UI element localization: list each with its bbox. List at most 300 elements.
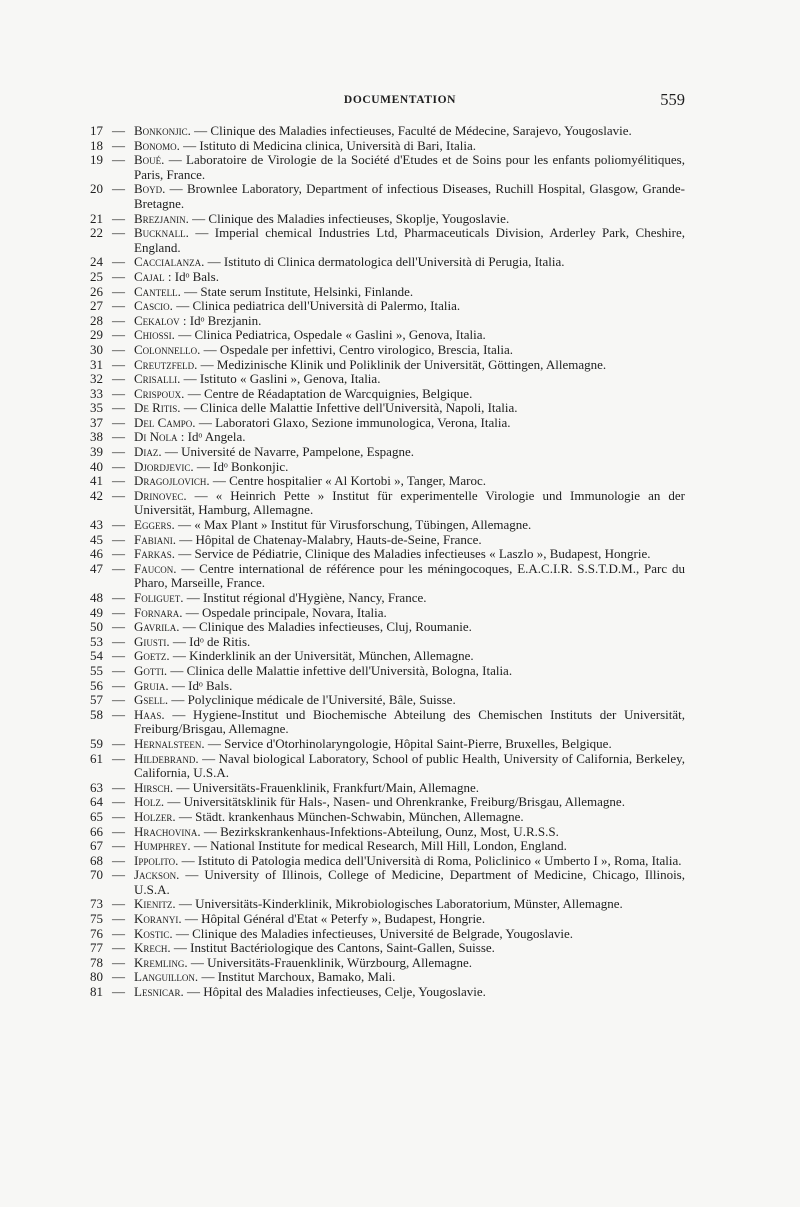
entry-text: — Ospedale principale, Novara, Italia. <box>182 604 387 620</box>
entry-name: Gotti. <box>134 662 168 678</box>
list-item <box>82 533 685 548</box>
entry-text: — Universitäts-Frauenklinik, Würzbourg, Allemagne. <box>187 954 473 970</box>
entry-name: Creutzfeld. <box>134 356 198 372</box>
entry-text: — Hôpital Général d'Etat « Peterfy », Budapest, Hongrie. <box>181 911 486 927</box>
entry-dash: — <box>112 662 125 678</box>
list-item <box>82 255 685 270</box>
entry-text: — Bezirkskrankenhaus-Infektions-Abteilung, Ounz, Most, U.R.S.S. <box>200 823 559 839</box>
list-item <box>82 139 685 154</box>
entry-number: 73 <box>90 896 103 912</box>
entry-dash: — <box>112 517 125 533</box>
entry-text: — Universitätsklinik für Hals-, Nasen- und Ohrenkranke, Freiburg/Brisgau, Allemagne. <box>164 794 625 810</box>
list-item <box>82 212 685 227</box>
entry-text: — Institut Bactériologique des Cantons, Saint-Gallen, Suisse. <box>170 940 495 956</box>
entry-text: — Centre de Réadaptation de Warcquignies, Belgique. <box>184 385 473 401</box>
entry-dash: — <box>112 137 125 153</box>
entry-text: — Städt. krankenhaus München-Schwabin, München, Allemagne. <box>175 808 524 824</box>
list-item <box>82 839 685 854</box>
page-header <box>115 92 685 112</box>
entry-dash: — <box>112 225 125 241</box>
entry-body <box>134 358 685 373</box>
entry-name: Bucknall. <box>134 225 189 241</box>
entry-name: Farkas. <box>134 546 175 562</box>
entry-name: Kostic. <box>134 925 173 941</box>
entry-number: 81 <box>90 984 103 1000</box>
entry-dash: — <box>112 371 125 387</box>
entry-body <box>134 285 685 300</box>
list-item <box>82 547 685 562</box>
entry-number: 70 <box>90 867 103 883</box>
entry-body <box>134 343 685 358</box>
entry-number: 35 <box>90 400 103 416</box>
entry-number: 17 <box>90 123 103 138</box>
list-item <box>82 372 685 387</box>
entry-number: 22 <box>90 225 103 241</box>
entry-dash: — <box>112 473 125 489</box>
list-item <box>82 358 685 373</box>
entry-text: — Ospedale per infettivi, Centro virologico, Brescia, Italia. <box>200 341 514 357</box>
entry-dash: — <box>112 123 125 138</box>
entry-number: 30 <box>90 341 103 357</box>
entry-number: 65 <box>90 808 103 824</box>
entry-name: Gavrila. <box>134 619 180 635</box>
entry-dash: — <box>112 444 125 460</box>
entry-name: Del Campo. <box>134 414 196 430</box>
list-item <box>82 795 685 810</box>
entry-text: — Clinique des Maladies infectieuses, Cluj, Roumanie. <box>179 619 472 635</box>
entry-number: 66 <box>90 823 103 839</box>
list-item <box>82 226 685 255</box>
entry-name: Faucon. <box>134 560 177 576</box>
entry-number: 20 <box>90 181 103 197</box>
entry-number: 24 <box>90 254 103 270</box>
entry-dash: — <box>112 546 125 562</box>
list-item <box>82 664 685 679</box>
entry-text: — Hôpital de Chatenay-Malabry, Hauts-de-Seine, France. <box>175 531 482 547</box>
entry-number: 18 <box>90 137 103 153</box>
entry-number: 26 <box>90 283 103 299</box>
entry-name: Hirsch. <box>134 779 174 795</box>
entry-body <box>134 387 685 402</box>
entry-body <box>134 372 685 387</box>
entry-number: 77 <box>90 940 103 956</box>
entry-name: Cajal <box>134 268 165 284</box>
entry-text: — Universitäts-Kinderklinik, Mikrobiologisches Laboratorium, Münster, Allemagne. <box>175 896 623 912</box>
entry-name: Crisalli. <box>134 371 181 387</box>
entry-body <box>134 314 685 329</box>
entry-dash: — <box>112 852 125 868</box>
entry-dash: — <box>112 283 125 299</box>
entry-number: 27 <box>90 298 103 314</box>
entry-dash: — <box>112 152 125 168</box>
list-item <box>82 810 685 825</box>
entry-dash: — <box>112 677 125 693</box>
entry-text: — Polyclinique médicale de l'Université, Bâle, Suisse. <box>168 692 456 708</box>
entry-dash: — <box>112 268 125 284</box>
entry-number: 57 <box>90 692 103 708</box>
list-item <box>82 314 685 329</box>
entry-dash: — <box>112 925 125 941</box>
entry-text: — Institut Marchoux, Bamako, Mali. <box>198 969 396 985</box>
list-item <box>82 693 685 708</box>
entry-name: Haas. <box>134 706 165 722</box>
entry-dash: — <box>112 298 125 314</box>
entry-text: — Clinique des Maladies infectieuses, Skoplje, Yougoslavie. <box>188 210 510 226</box>
entry-number: 68 <box>90 852 103 868</box>
entry-text: — Service d'Otorhinolaryngologie, Hôpital Saint-Pierre, Bruxelles, Belgique. <box>204 735 612 751</box>
entry-text: — « Heinrich Pette » Institut für experimentelle Virologie und Immunologie an der Universität, Hamburg, Allemagne. <box>134 487 685 518</box>
list-item <box>82 518 685 533</box>
entry-dash: — <box>112 648 125 664</box>
list-item <box>82 620 685 635</box>
entry-text: — Clinique des Maladies infectieuses, Université de Belgrade, Yougoslavie. <box>172 925 574 941</box>
entry-name: Boué. <box>134 152 165 168</box>
entry-dash: — <box>112 312 125 328</box>
entry-body <box>134 737 685 752</box>
entry-name: Gruia. <box>134 677 169 693</box>
entry-text: — State serum Institute, Helsinki, Finlande. <box>180 283 414 299</box>
entry-text: — Université de Navarre, Pampelone, Espagne. <box>161 444 414 460</box>
entry-name: Koranyi. <box>134 911 182 927</box>
entry-body <box>134 445 685 460</box>
entry-name: Kremling. <box>134 954 188 970</box>
entry-text: — University of Illinois, College of Medicine, Department of Medicine, Chicago, Illinois, U.S.A. <box>134 867 685 897</box>
list-item <box>82 285 685 300</box>
entry-body <box>134 460 685 475</box>
entry-dash: — <box>112 823 125 839</box>
entry-text: — Clinica delle Malattie infettive dell'Università, Bologna, Italia. <box>167 662 513 678</box>
entry-name: Chiossi. <box>134 327 175 343</box>
entry-name: Holz. <box>134 794 165 810</box>
entry-text: : Idᵒ Brezjanin. <box>179 312 262 328</box>
entry-name: Kienitz. <box>134 896 176 912</box>
entry-name: Hildebrand. <box>134 750 199 766</box>
entry-dash: — <box>112 735 125 751</box>
entry-text: — Clinica pediatrica dell'Università di Palermo, Italia. <box>172 298 461 314</box>
entry-text: — Istituto di Clinica dermatologica dell'Università di Perugia, Italia. <box>204 254 565 270</box>
entry-number: 31 <box>90 356 103 372</box>
entry-body <box>134 547 685 562</box>
list-item <box>82 868 685 897</box>
entry-number: 54 <box>90 648 103 664</box>
entry-text: — Idᵒ Bonkonjic. <box>193 458 289 474</box>
entry-number: 28 <box>90 312 103 328</box>
entry-number: 56 <box>90 677 103 693</box>
entry-body <box>134 897 685 912</box>
entry-name: Cantell. <box>134 283 181 299</box>
entry-body <box>134 649 685 664</box>
entry-dash: — <box>112 385 125 401</box>
entry-dash: — <box>112 487 125 503</box>
entry-text: — Laboratoire de Virologie de la Société d'Etudes et de Soins pour les enfants poliomyélitiques, Paris, France. <box>134 152 685 182</box>
entry-body <box>134 474 685 489</box>
entry-body <box>134 781 685 796</box>
list-item <box>82 401 685 416</box>
entry-body <box>134 825 685 840</box>
entry-body <box>134 606 685 621</box>
entry-name: Di Nola <box>134 429 178 445</box>
list-item <box>82 182 685 211</box>
entry-dash: — <box>112 619 125 635</box>
list-item <box>82 927 685 942</box>
list-item <box>82 649 685 664</box>
entry-text: — Centre international de référence pour les méningocoques, E.A.C.I.R. S.S.T.D.M., Parc du Pharo, Marseille, France. <box>134 560 685 591</box>
entry-text: — Clinica Pediatrica, Ospedale « Gaslini », Genova, Italia. <box>174 327 486 343</box>
entry-text: : Idᵒ Bals. <box>164 268 219 284</box>
entry-number: 47 <box>90 560 103 576</box>
list-item <box>82 970 685 985</box>
entry-text: — « Max Plant » Institut für Virusforschung, Tübingen, Allemagne. <box>174 517 532 533</box>
entry-dash: — <box>112 984 125 1000</box>
entry-name: Diaz. <box>134 444 162 460</box>
running-title: DOCUMENTATION <box>343 94 457 106</box>
entry-dash: — <box>112 590 125 605</box>
entry-text: — Laboratori Glaxo, Sezione immunologica, Verona, Italia. <box>195 414 511 430</box>
entry-text: — National Institute for medical Research, Mill Hill, London, England. <box>190 838 567 854</box>
list-item <box>82 591 685 606</box>
entry-body <box>134 693 685 708</box>
entry-number: 29 <box>90 327 103 343</box>
entry-body <box>134 430 685 445</box>
entry-dash: — <box>112 356 125 372</box>
entry-dash: — <box>112 808 125 824</box>
entry-name: Goetz. <box>134 648 170 664</box>
list-item <box>82 445 685 460</box>
entry-number: 32 <box>90 371 103 387</box>
list-item <box>82 153 685 182</box>
entry-name: Gsell. <box>134 692 169 708</box>
entry-body <box>134 416 685 431</box>
entry-number: 42 <box>90 487 103 503</box>
entry-text: — Idᵒ de Ritis. <box>169 633 251 649</box>
entry-body <box>134 970 685 985</box>
entry-name: Holzer. <box>134 808 176 824</box>
entry-dash: — <box>112 181 125 197</box>
entry-body <box>134 985 685 1000</box>
entry-text: — Hôpital des Maladies infectieuses, Celje, Yougoslavie. <box>183 984 486 1000</box>
entry-body <box>134 664 685 679</box>
list-item <box>82 562 685 591</box>
entry-dash: — <box>112 750 125 766</box>
entry-body <box>134 795 685 810</box>
entry-name: Caccialanza. <box>134 254 205 270</box>
list-item <box>82 956 685 971</box>
entry-dash: — <box>112 210 125 226</box>
list-item <box>82 299 685 314</box>
entry-body <box>134 533 685 548</box>
entry-name: Eggers. <box>134 517 175 533</box>
entry-list <box>82 124 685 1000</box>
entry-dash: — <box>112 954 125 970</box>
entry-number: 80 <box>90 969 103 985</box>
entry-number: 19 <box>90 152 103 168</box>
entry-body <box>134 518 685 533</box>
entry-name: Colonnello. <box>134 341 201 357</box>
list-item <box>82 474 685 489</box>
entry-body <box>134 182 685 211</box>
list-item <box>82 679 685 694</box>
entry-dash: — <box>112 838 125 854</box>
entry-dash: — <box>112 867 125 883</box>
entry-dash: — <box>112 254 125 270</box>
list-item <box>82 124 685 139</box>
entry-body <box>134 139 685 154</box>
entry-number: 58 <box>90 706 103 722</box>
entry-name: Lesnicar. <box>134 984 184 1000</box>
entry-body <box>134 956 685 971</box>
list-item <box>82 708 685 737</box>
entry-dash: — <box>112 692 125 708</box>
list-item <box>82 635 685 650</box>
list-item <box>82 460 685 475</box>
entry-number: 43 <box>90 517 103 533</box>
entry-name: Brezjanin. <box>134 210 189 226</box>
entry-text: — Imperial chemical Industries Ltd, Pharmaceuticals Division, Arderley Park, Cheshire, England. <box>134 225 685 255</box>
entry-name: Ippolito. <box>134 852 179 868</box>
entry-body <box>134 591 685 606</box>
entry-body <box>134 489 685 518</box>
entry-body <box>134 854 685 869</box>
entry-dash: — <box>112 458 125 474</box>
entry-name: Fabiani. <box>134 531 176 547</box>
entry-text: — Institut régional d'Hygiène, Nancy, France. <box>183 590 427 605</box>
entry-dash: — <box>112 341 125 357</box>
entry-name: Giusti. <box>134 633 170 649</box>
list-item <box>82 737 685 752</box>
entry-name: Dragojlovich. <box>134 473 210 489</box>
entry-dash: — <box>112 327 125 343</box>
list-item <box>82 752 685 781</box>
entry-text: — Kinderklinik an der Universität, München, Allemagne. <box>169 648 474 664</box>
entry-body <box>134 810 685 825</box>
list-item <box>82 328 685 343</box>
list-item <box>82 489 685 518</box>
list-item <box>82 912 685 927</box>
entry-number: 53 <box>90 633 103 649</box>
entry-body <box>134 270 685 285</box>
entry-name: Djordjevic. <box>134 458 194 474</box>
entry-name: Jackson. <box>134 867 180 883</box>
entry-body <box>134 941 685 956</box>
entry-dash: — <box>112 429 125 445</box>
entry-number: 41 <box>90 473 103 489</box>
list-item <box>82 897 685 912</box>
entry-dash: — <box>112 706 125 722</box>
entry-number: 40 <box>90 458 103 474</box>
page-number: 559 <box>660 90 685 109</box>
entry-text: — Hygiene-Institut und Biochemische Abteilung des Chemischen Instituts der Universität, Freiburg/Brisgau, Allemagne. <box>134 706 685 737</box>
entry-number: 55 <box>90 662 103 678</box>
entry-body <box>134 912 685 927</box>
entry-number: 50 <box>90 619 103 635</box>
entry-number: 39 <box>90 444 103 460</box>
entry-number: 64 <box>90 794 103 810</box>
entry-dash: — <box>112 969 125 985</box>
entry-body <box>134 752 685 781</box>
entry-name: Cekalov <box>134 312 180 328</box>
entry-number: 33 <box>90 385 103 401</box>
entry-dash: — <box>112 779 125 795</box>
entry-text: — Service de Pédiatrie, Clinique des Maladies infectieuses « Laszlo », Budapest, Hongrie. <box>175 546 651 562</box>
list-item <box>82 854 685 869</box>
entry-name: Drinovec. <box>134 487 187 503</box>
entry-name: Languillon. <box>134 969 199 985</box>
entry-dash: — <box>112 531 125 547</box>
list-item <box>82 343 685 358</box>
entry-body <box>134 226 685 255</box>
entry-number: 49 <box>90 604 103 620</box>
entry-body <box>134 708 685 737</box>
entry-number: 25 <box>90 268 103 284</box>
entry-number: 78 <box>90 954 103 970</box>
entry-number: 63 <box>90 779 103 795</box>
entry-text: — Istituto di Medicina clinica, Università di Bari, Italia. <box>179 137 476 153</box>
entry-name: Hernalsteen. <box>134 735 205 751</box>
entry-body <box>134 927 685 942</box>
list-item <box>82 941 685 956</box>
entry-number: 67 <box>90 838 103 854</box>
entry-text: — Universitäts-Frauenklinik, Frankfurt/Main, Allemagne. <box>173 779 479 795</box>
entry-dash: — <box>112 896 125 912</box>
entry-number: 61 <box>90 750 103 766</box>
entry-text: — Naval biological Laboratory, School of public Health, University of California, Berkeley, California, U.S.A. <box>134 750 685 781</box>
entry-dash: — <box>112 604 125 620</box>
entry-name: Boyd. <box>134 181 166 197</box>
entry-name: Hrachovina. <box>134 823 201 839</box>
entry-dash: — <box>112 400 125 416</box>
entry-dash: — <box>112 633 125 649</box>
entry-text: — Clinica delle Malattie Infettive dell'Università, Napoli, Italia. <box>180 400 518 416</box>
entry-number: 59 <box>90 735 103 751</box>
list-item <box>82 387 685 402</box>
entry-body <box>134 620 685 635</box>
entry-name: Crispoux. <box>134 385 185 401</box>
list-item <box>82 606 685 621</box>
entry-text: — Clinique des Maladies infectieuses, Faculté de Médecine, Sarajevo, Yougoslavie. <box>190 123 632 138</box>
entry-text: — Istituto « Gaslini », Genova, Italia. <box>180 371 381 387</box>
list-item <box>82 781 685 796</box>
entry-body <box>134 679 685 694</box>
entry-text: — Centre hospitalier « Al Kortobi », Tanger, Maroc. <box>209 473 486 489</box>
entry-number: 37 <box>90 414 103 430</box>
entry-name: Cascio. <box>134 298 173 314</box>
entry-text: — Istituto di Patologia medica dell'Università di Roma, Policlinico « Umberto I », Roma, Italia. <box>178 852 682 868</box>
entry-number: 48 <box>90 590 103 605</box>
entry-number: 75 <box>90 911 103 927</box>
entry-number: 21 <box>90 210 103 226</box>
entry-text: — Idᵒ Bals. <box>168 677 233 693</box>
list-item <box>82 416 685 431</box>
entry-name: Bonkonjic. <box>134 123 191 138</box>
entry-name: Fornara. <box>134 604 183 620</box>
entry-body <box>134 212 685 227</box>
list-item <box>82 825 685 840</box>
entry-dash: — <box>112 911 125 927</box>
entry-body <box>134 401 685 416</box>
entry-name: De Ritis. <box>134 400 181 416</box>
entry-name: Bonomo. <box>134 137 180 153</box>
entry-name: Krech. <box>134 940 171 956</box>
entry-body <box>134 562 685 591</box>
entry-dash: — <box>112 560 125 576</box>
entry-body <box>134 328 685 343</box>
entry-number: 38 <box>90 429 103 445</box>
list-item <box>82 430 685 445</box>
list-item <box>82 270 685 285</box>
entry-dash: — <box>112 414 125 430</box>
entry-body <box>134 839 685 854</box>
entry-number: 46 <box>90 546 103 562</box>
